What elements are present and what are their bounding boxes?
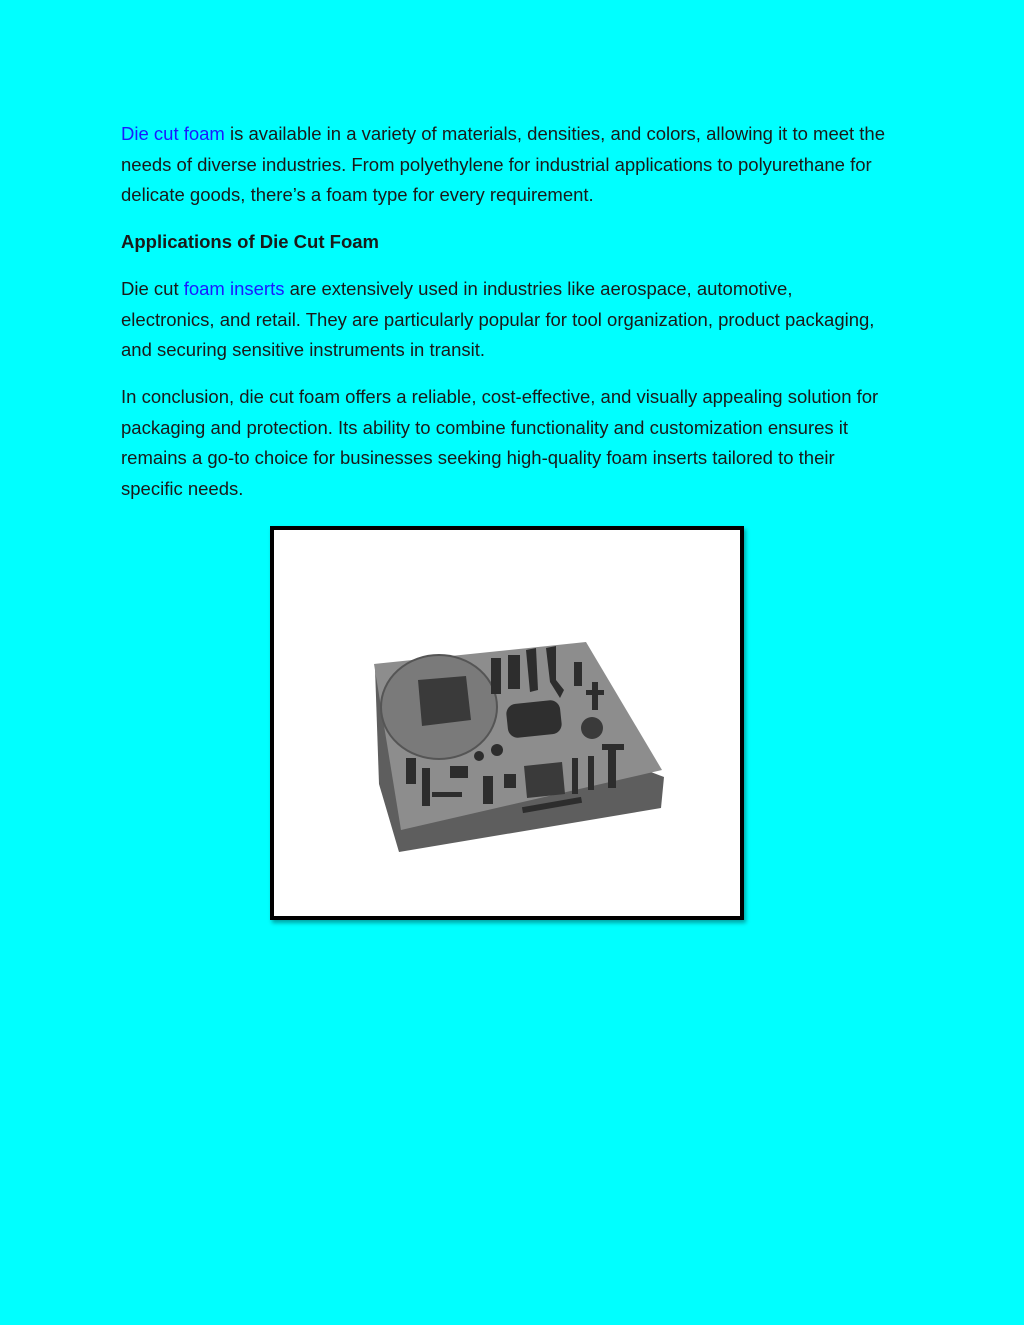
foam-insert-image [270,526,744,920]
foam-slot [588,756,594,790]
foam-oval-pocket [505,699,562,738]
foam-slot [422,768,430,806]
article-body [121,119,891,521]
foam-round-pocket [581,717,603,739]
foam-slot [592,682,598,710]
paragraph-materials-text: is available in a variety of materials, densities, and colors, allowing it to meet the needs of diverse industries. From polyethylene for industrial applications to polyurethane for delicate goods, there’s a foam type for every requirement. [121,123,886,206]
paragraph-conclusion: In conclusion, die cut foam offers a reliable, cost-effective, and visually appealing solution for packaging and protection. Its ability to combine functionality and customization ensures it remains a go-to choice for businesses seeking high-quality foam inserts tailored to their specific needs. [121,385,879,500]
foam-inserts-link[interactable]: foam inserts [183,277,285,299]
foam-slot [432,792,462,797]
foam-tray-illustration [274,530,740,916]
foam-slot [483,776,493,804]
foam-slot [608,744,616,788]
paragraph-applications-prefix: Die cut [121,277,184,299]
foam-slot [586,690,604,695]
section-heading: Applications of Die Cut Foam [121,231,379,253]
foam-square-pocket [418,676,471,726]
die-cut-foam-link[interactable]: Die cut foam [121,123,225,144]
foam-slot [602,744,624,750]
foam-round-pocket [474,751,484,761]
foam-rect-pocket [524,762,565,798]
foam-slot [572,758,578,794]
paragraph-applications [121,274,891,366]
foam-slot [491,658,501,694]
foam-slot [508,655,520,689]
paragraph-applications-text: are extensively used in industries like aerospace, automotive, electronics, and retail. They are particularly popular for tool organization, product packaging, and securing sensitive instruments in transit. [121,277,875,361]
foam-round-pocket [491,744,503,756]
foam-slot [574,662,582,686]
foam-slot [450,766,468,778]
foam-slot [406,758,416,784]
foam-slot [504,774,516,788]
paragraph-materials [121,119,891,211]
